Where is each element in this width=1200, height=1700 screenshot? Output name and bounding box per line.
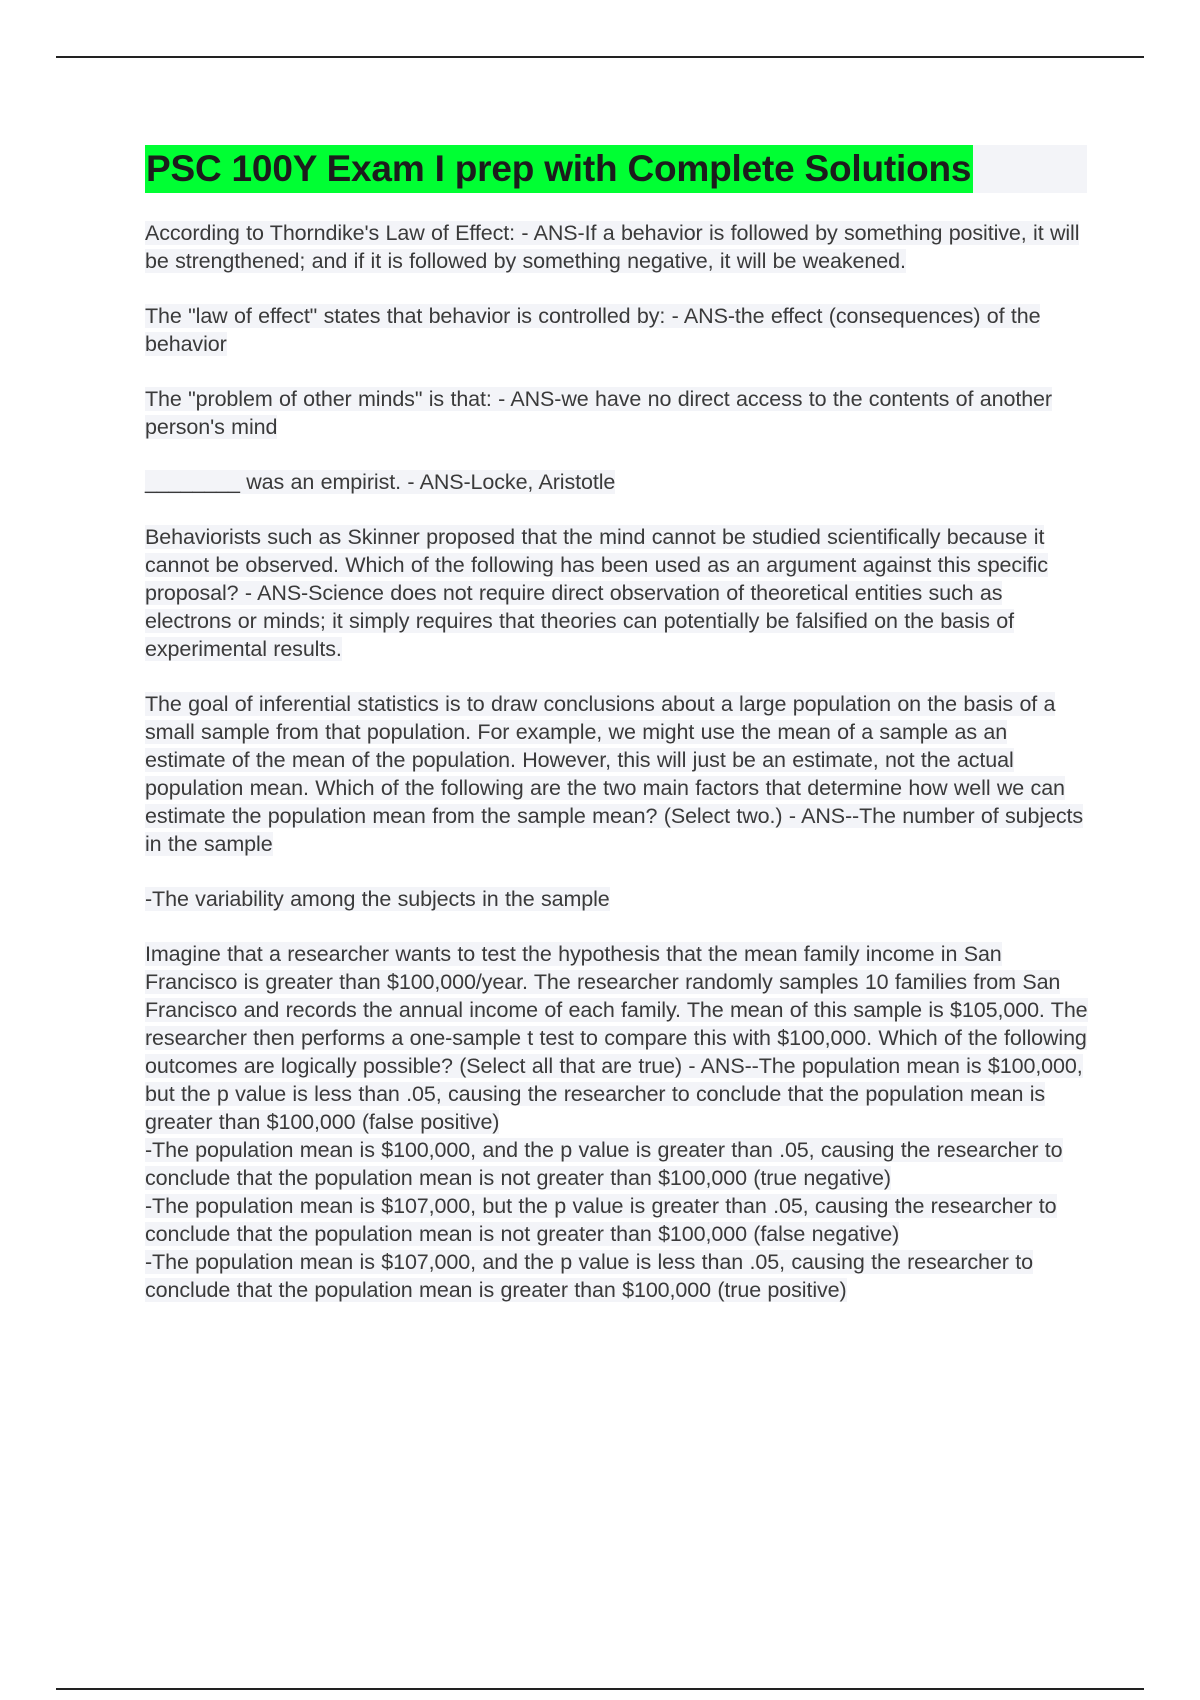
qa-inferential-statistics-answer-2 xyxy=(145,885,1091,913)
qa-family-income xyxy=(145,940,1091,1136)
qa-family-income-answer-3 xyxy=(145,1192,1091,1248)
qa-family-income-answer-2 xyxy=(145,1136,1091,1192)
qa-text: The goal of inferential statistics is to draw conclusions about a large population on the basis of a small sample from that population. For example, we might use the mean of a sample as an estimate of the mean of the population. However, this will just be an estimate, not the actual population mean. Which of the following are the two main factors that determine how well we can estimate the population mean from the sample mean? (Select two.) - ANS--The number of subjects in the sample xyxy=(145,692,1084,856)
qa-text: Behaviorists such as Skinner proposed that the mind cannot be studied scientifically because it cannot be observed. Which of the following has been used as an argument against this specific proposal? - ANS-Science does not require direct observation of theoretical entities such as electrons or minds; it simply requires that theories can potentially be falsified on the basis of experimental results. xyxy=(145,525,1048,661)
qa-text: -The variability among the subjects in the sample xyxy=(145,887,610,911)
qa-text: The "problem of other minds" is that: - ANS-we have no direct access to the contents of another person's mind xyxy=(145,387,1052,439)
footer-rule xyxy=(56,1688,1144,1690)
header-rule xyxy=(56,56,1144,58)
document-body xyxy=(145,145,1091,1304)
document-title: PSC 100Y Exam I prep with Complete Solutions xyxy=(145,145,973,193)
qa-text: ________ was an empirist. - ANS-Locke, Aristotle xyxy=(145,470,616,494)
qa-family-income-answer-4 xyxy=(145,1248,1091,1304)
qa-other-minds xyxy=(145,385,1091,441)
qa-thorndike xyxy=(145,219,1091,275)
qa-text: Imagine that a researcher wants to test the hypothesis that the mean family income in San Francisco is greater than $100,000/year. The researcher randomly samples 10 families from San Francisco and records the annual income of each family. The mean of this sample is $105,000. The researcher then performs a one-sample t test to compare this with $100,000. Which of the following outcomes are logically possible? (Select all that are true) - ANS--The population mean is $100,000, but the p value is less than .05, causing the researcher to conclude that the population mean is greater than $100,000 (false positive) xyxy=(145,942,1088,1134)
qa-text: -The population mean is $100,000, and the p value is greater than .05, causing the researcher to conclude that the population mean is not greater than $100,000 (true negative) xyxy=(145,1138,1063,1190)
qa-text: -The population mean is $107,000, and the p value is less than .05, causing the researcher to conclude that the population mean is greater than $100,000 (true positive) xyxy=(145,1250,1033,1302)
title-band xyxy=(145,145,1087,193)
qa-text: -The population mean is $107,000, but the p value is greater than .05, causing the researcher to conclude that the population mean is not greater than $100,000 (false negative) xyxy=(145,1194,1057,1246)
qa-text: According to Thorndike's Law of Effect: - ANS-If a behavior is followed by something positive, it will be strengthened; and if it is followed by something negative, it will be weakened. xyxy=(145,221,1080,273)
qa-inferential-statistics xyxy=(145,690,1091,858)
qa-text: The "law of effect" states that behavior is controlled by: - ANS-the effect (consequences) of the behavior xyxy=(145,304,1041,356)
qa-behaviorists xyxy=(145,523,1091,663)
qa-empirist xyxy=(145,468,1091,496)
qa-law-of-effect xyxy=(145,302,1091,358)
